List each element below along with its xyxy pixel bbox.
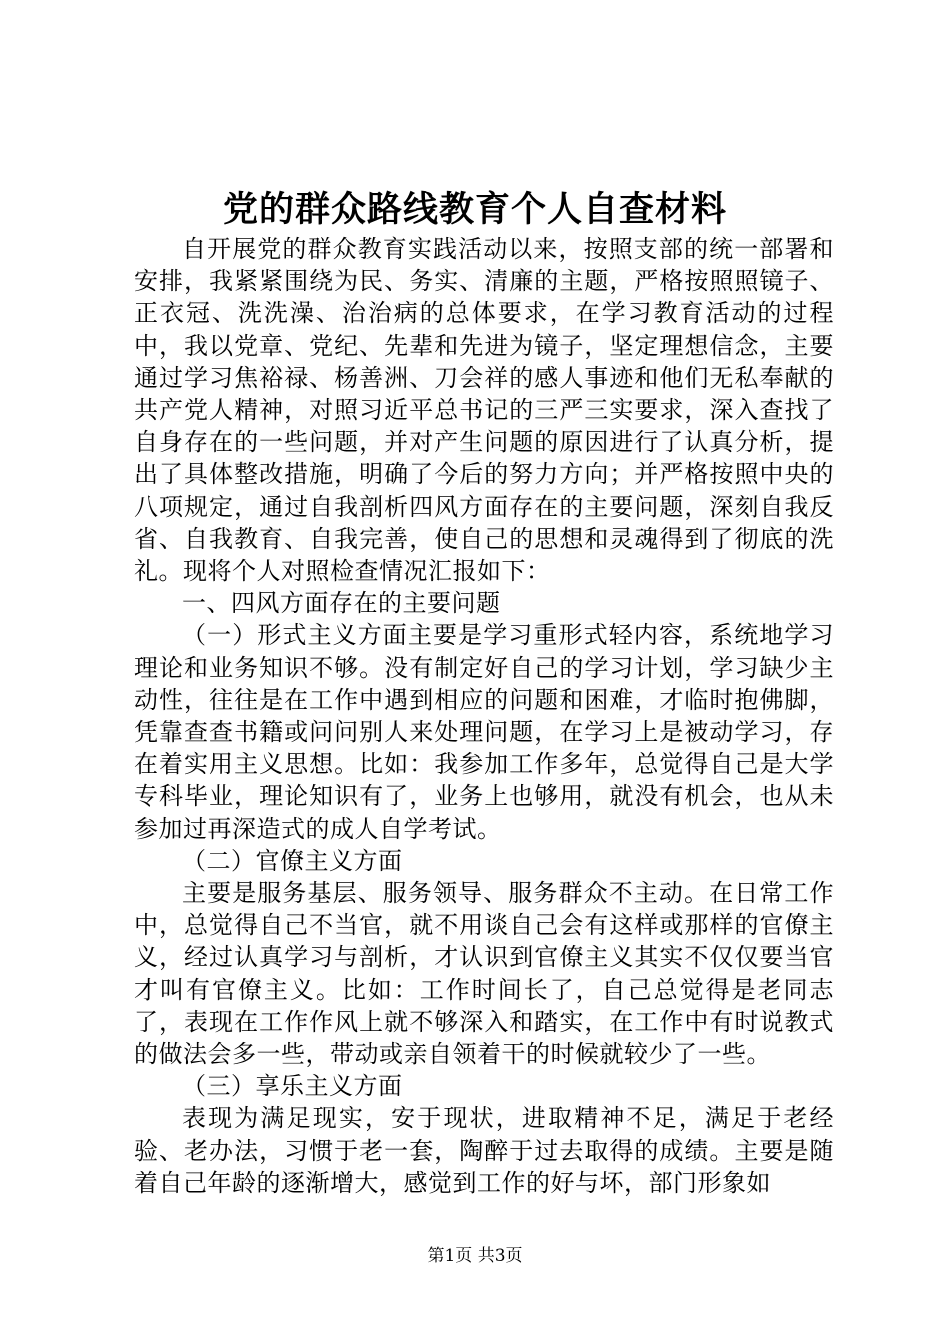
page-number-footer: 第1页 共3页 [427,1246,523,1266]
subheading-hedonism: （三）享乐主义方面 [182,1072,403,1101]
section-heading-1: 一、四风方面存在的主要问题 [182,589,501,618]
paragraph-hedonism: 表现为满足现实，安于现状，进取精神不足，满足于老经验、老办法，习惯于老一套，陶醉于过去取得的成绩。主要是随着自己年龄的逐渐增大，感觉到工作的好与坏，部门形象如 [134,1104,834,1197]
paragraph-intro: 自开展党的群众教育实践活动以来，按照支部的统一部署和安排，我紧紧围绕为民、务实、清廉的主题，严格按照照镜子、正衣冠、洗洗澡、治治病的总体要求，在学习教育活动的过程中，我以党章、党纪、先辈和先进为镜子，坚定理想信念，主要通过学习焦裕禄、杨善洲、刀会祥的感人事迹和他们无私奉献的共产党人精神，对照习近平总书记的三严三实要求，深入查找了自身存在的一些问题，并对产生问题的原因进行了认真分析，提出了具体整改措施，明确了今后的努力方向；并严格按照中央的八项规定，通过自我剖析四风方面存在的主要问题，深刻自我反省、自我教育、自我完善，使自己的思想和灵魂得到了彻底的洗礼。现将个人对照检查情况汇报如下： [134,235,834,586]
paragraph-formalism: （一）形式主义方面主要是学习重形式轻内容，系统地学习理论和业务知识不够。没有制定好自己的学习计划，学习缺少主动性，往往是在工作中遇到相应的问题和困难，才临时抱佛脚，凭靠查查书籍或问问别人来处理问题，在学习上是被动学习，存在着实用主义思想。比如：我参加工作多年，总觉得自己是大学专科毕业，理论知识有了，业务上也够用，就没有机会，也从未参加过再深造式的成人自学考试。 [134,621,834,843]
document-title: 党的群众路线教育个人自查材料 [222,189,727,230]
subheading-bureaucratism: （二）官僚主义方面 [182,846,403,875]
paragraph-bureaucratism: 主要是服务基层、服务领导、服务群众不主动。在日常工作中，总觉得自己不当官，就不用谈自己会有这样或那样的官僚主义，经过认真学习与剖析，才认识到官僚主义其实不仅仅要当官才叫有官僚主义。比如：工作时间长了，自己总觉得是老同志了，表现在工作作风上就不够深入和踏实，在工作中有时说教式的做法会多一些，带动或亲自领着干的时候就较少了一些。 [134,879,834,1069]
document-body [134,233,834,1199]
